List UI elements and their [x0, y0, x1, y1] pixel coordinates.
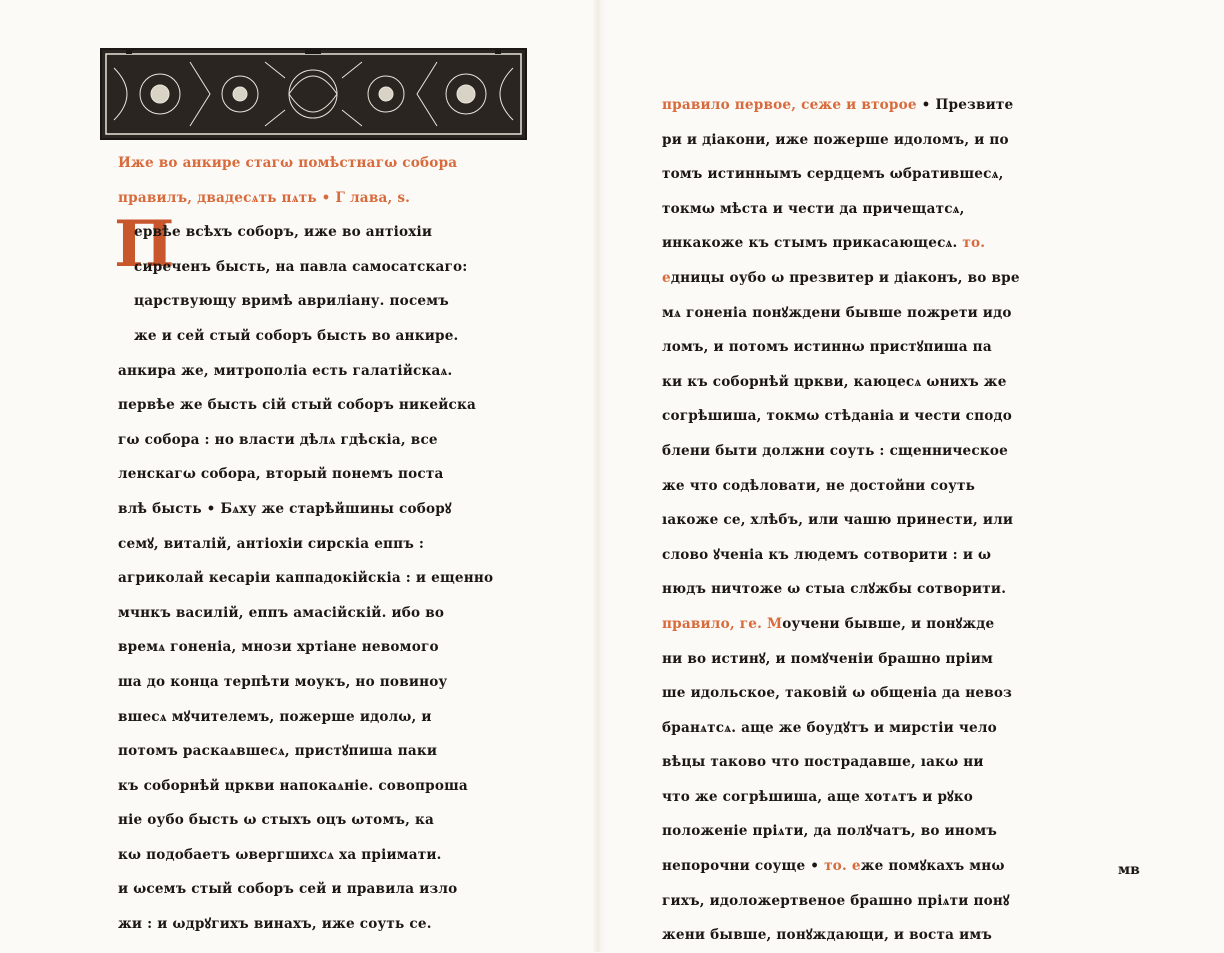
body-text: инкакоже къ стымъ прикасающесѧ. — [662, 235, 963, 252]
text-line — [118, 492, 543, 527]
left-text-block — [118, 146, 543, 942]
text-line — [118, 250, 543, 285]
text-line — [118, 215, 543, 250]
text-line — [662, 365, 1076, 400]
body-text: ервѣе всѣхъ соборъ, иже во антіохіи — [134, 224, 433, 241]
text-line — [118, 665, 543, 700]
text-line — [662, 607, 1076, 642]
text-line — [118, 596, 543, 631]
body-text: агриколай кесаріи каппадокійскіа : и ещенно — [118, 570, 494, 587]
body-text: первѣе же бысть сій стый соборъ никейска — [118, 397, 476, 414]
rubric-text: правилъ, двадесѧть пѧть — [118, 189, 317, 206]
text-line — [118, 561, 543, 596]
body-text: вѣцы таково что пострадавше, ıакω ни — [662, 754, 984, 771]
body-text: томъ истиннымъ сердцемъ ωбратившесѧ, — [662, 166, 1004, 183]
body-text: ленскагω собора, вторый понемъ поста — [118, 466, 444, 483]
left-page — [0, 0, 600, 952]
body-text: влѣ бысть • Бѧху же старѣйшины соборꙋ — [118, 500, 452, 517]
page-folio-number: мв — [1118, 862, 1140, 878]
text-line — [662, 918, 1076, 953]
text-line — [118, 354, 543, 389]
text-line — [662, 226, 1076, 261]
body-text: слово ꙋченіа къ людемъ сотворити : и ω — [662, 546, 992, 563]
text-line — [662, 745, 1076, 780]
text-line — [662, 330, 1076, 365]
ornamental-headpiece — [100, 48, 527, 140]
text-line — [662, 503, 1076, 538]
text-line — [118, 284, 543, 319]
text-line — [662, 123, 1076, 158]
text-line — [118, 388, 543, 423]
text-line — [118, 907, 543, 942]
body-text: непорочни соуще • — [662, 858, 825, 875]
body-text: же и сей стый соборъ бысть во анкире. — [134, 327, 459, 344]
body-text: потомъ раскаѧвшесѧ, пристꙋпиша паки — [118, 743, 438, 760]
text-line — [118, 769, 543, 804]
text-line — [662, 192, 1076, 227]
body-text: жени бывше, понꙋждающи, и воста имъ — [662, 927, 993, 944]
body-text: дницы оубо ω презвитер и діаконъ, во вре — [670, 269, 1020, 286]
body-text: царствующу вримѣ авриліану. посемъ — [134, 293, 449, 310]
body-text: нюдъ ничтоже ω стыа слꙋжбы сотворити. — [662, 581, 1007, 598]
body-text: согрѣшиша, токмω стѣданіа и чести сподо — [662, 408, 1013, 425]
text-line — [662, 399, 1076, 434]
body-text: же что содѣловати, не достойни соуть — [662, 477, 976, 494]
body-text: сиреченъ бысть, на павла самосатскаго: — [134, 258, 468, 275]
rubric-text: Иже во анкире стагω помѣстнагω собора — [118, 155, 458, 171]
rubric-text: е — [851, 858, 861, 875]
body-text: мчнкъ василій, еппъ амасійскій. ибо во — [118, 604, 445, 621]
text-line — [662, 711, 1076, 746]
text-line — [662, 884, 1076, 919]
drop-cap-initial: П — [114, 207, 175, 282]
body-text: ша до конца терпѣти моукъ, но повиноу — [118, 673, 448, 690]
text-line — [118, 838, 543, 873]
text-line — [662, 261, 1076, 296]
text-line — [662, 88, 1076, 123]
rubric-text: • Г лава, ѕ. — [316, 189, 411, 206]
text-line — [662, 538, 1076, 573]
body-text: мѧ гоненіа понꙋждени бывше пожрети идо — [662, 304, 1012, 321]
text-line — [662, 296, 1076, 331]
text-line — [118, 457, 543, 492]
text-line — [118, 181, 543, 216]
rubric-text: правило первое, сеже и второе — [662, 97, 917, 113]
body-text: гω собора : но власти дѣлѧ гдѣскіа, все — [118, 431, 438, 448]
text-line — [662, 642, 1076, 677]
text-line — [662, 469, 1076, 504]
body-text: что же согрѣшиша, аще хотѧтъ и рꙋко — [662, 788, 974, 805]
text-line — [662, 434, 1076, 469]
body-text: анкира же, митрополіа есть галатійскаѧ. — [118, 362, 453, 379]
body-text: • Презвите — [916, 97, 1014, 113]
rubric-text: М — [766, 615, 783, 632]
body-text: ломъ, и потомъ истиннω пристꙋпиша па — [662, 339, 992, 356]
text-line — [662, 572, 1076, 607]
rubric-text: то. — [962, 235, 986, 252]
right-text-block — [662, 88, 1076, 953]
body-text: ки къ соборнѣй цркви, каюцесѧ ωнихъ же — [662, 373, 1007, 390]
text-line — [662, 849, 1076, 884]
rubric-text: то. — [824, 858, 852, 875]
body-text: ше идольское, таковій ω общеніа да невоз — [662, 685, 1013, 702]
body-text: времѧ гоненіа, мнози хртіане невомого — [118, 639, 439, 656]
body-text: вшесѧ мꙋчителемъ, пожерше идолω, и — [118, 708, 432, 725]
text-line — [118, 630, 543, 665]
body-text: бранѧтсѧ. аще же боудꙋтъ и мирстіи чело — [662, 719, 997, 736]
body-text: гихъ, идоложертвеное брашно пріѧти понꙋ — [662, 892, 1010, 909]
text-line — [662, 157, 1076, 192]
right-page — [606, 0, 1224, 952]
text-line — [118, 319, 543, 354]
body-text: кω подобаетъ ωвергшихсѧ ха пріимати. — [118, 846, 442, 863]
body-text: ри и діакони, иже пожерше идоломъ, и по — [662, 131, 1009, 148]
text-line — [662, 814, 1076, 849]
text-line — [118, 423, 543, 458]
rubric-text: правило, ге. — [662, 615, 767, 632]
body-text: же помꙋкахъ мнω — [860, 858, 1005, 875]
text-line — [118, 146, 543, 181]
body-text: ни во истинꙋ, и помꙋченіи брашно пріим — [662, 650, 994, 667]
text-line — [662, 676, 1076, 711]
body-text: ніе оубо бысть ω стыхъ оцъ ωтомъ, ка — [118, 812, 434, 829]
body-text: ıакоже се, хлѣбъ, или чашю принести, или — [662, 512, 1014, 529]
body-text: оучени бывше, и понꙋжде — [782, 615, 995, 632]
body-text: и ωсемъ стый соборъ сей и правила изло — [118, 881, 458, 898]
body-text: къ соборнѣй цркви напокаѧніе. совопроша — [118, 777, 468, 794]
text-line — [118, 527, 543, 562]
text-line — [118, 734, 543, 769]
body-text: семꙋ, виталій, антіохіи сирскіа еппъ : — [118, 535, 425, 552]
text-line — [118, 700, 543, 735]
body-text: жи : и ωдрꙋгихъ винахъ, иже соуть се. — [118, 916, 432, 933]
text-line — [662, 780, 1076, 815]
body-text: блени быти должни соуть : сщенническое — [662, 442, 1009, 459]
body-text: токмω мѣста и чести да причещатсѧ, — [662, 200, 965, 217]
rubric-text: е — [662, 269, 671, 286]
text-line — [118, 803, 543, 838]
text-line — [118, 872, 543, 907]
body-text: положеніе пріѧти, да полꙋчатъ, во иномъ — [662, 823, 997, 840]
